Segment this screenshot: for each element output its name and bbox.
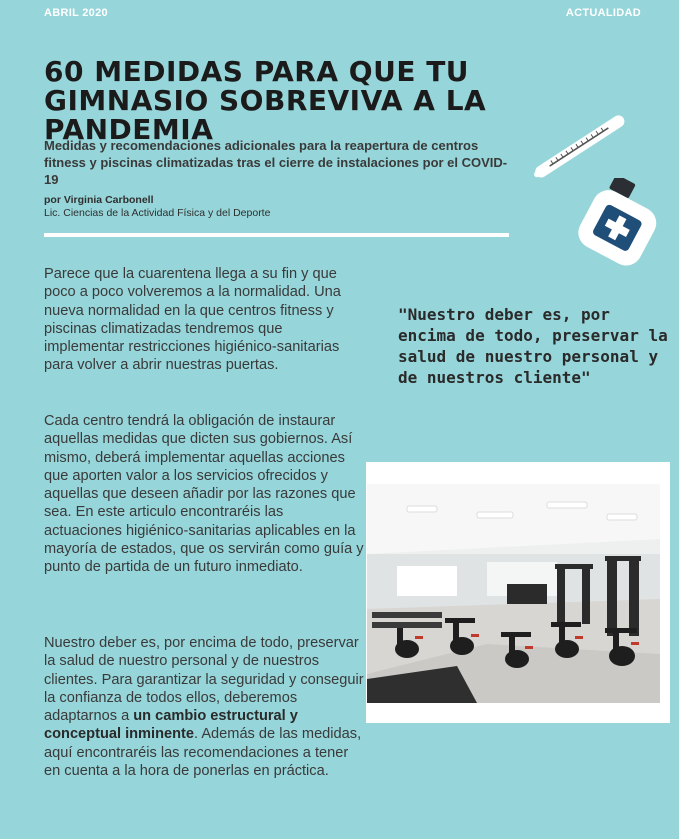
thermometer-icon xyxy=(524,108,634,186)
paragraph-duty-emphasis: un cambio estructural y conceptual inminente xyxy=(44,708,298,743)
author-name: por Virginia Carbonell xyxy=(44,194,154,206)
paragraph-duty xyxy=(44,634,364,780)
issue-date: ABRIL 2020 xyxy=(44,7,108,19)
paragraph-duty-text-a: Nuestro deber es, por encima de todo, preservar la salud de nuestro personal y de nuestros clientes. Para garantizar la seguridad y conseguir la confianza de todos ellos, deberemos adaptarnos a xyxy=(44,635,364,725)
paragraph-measures: Cada centro tendrá la obligación de instaurar aquellas medidas que dicten sus gobiernos. Así mismo, deberá implementar aquellas acciones que aporten valor a los servicios ofrecidos y aquellas que deseen añadir por las razones que sea. En este articulo encontraréis las actuaciones higiénico-sanitarias aplicables en la mayoría de estados, que os servirán como guía y punto de partida de un futuro inmediato. xyxy=(44,413,364,576)
article-title: 60 MEDIDAS PARA QUE TU GIMNASIO SOBREVIVA A LA PANDEMIA xyxy=(44,55,487,146)
author-credential: Lic. Ciencias de la Actividad Física y del Deporte xyxy=(44,207,271,219)
pull-quote: "Nuestro deber es, por encima de todo, preservar la salud de nuestro personal y de nuestros cliente" xyxy=(398,305,668,387)
section-label: ACTUALIDAD xyxy=(565,7,641,19)
paragraph-intro: Parece que la cuarentena llega a su fin y que poco a poco volveremos a la normalidad. Una nueva normalidad en la que centros fitness y piscinas climatizadas tendremos que implementar restricciones higiénico-sanitarias para volver a abrir nuestras puertas. xyxy=(44,266,341,374)
article-subtitle: Medidas y recomendaciones adicionales para la reapertura de centros fitness y piscinas climatizadas tras el cierre de instalaciones por el COVID-19 xyxy=(44,138,508,187)
gym-interior-image xyxy=(367,484,660,703)
title-divider xyxy=(44,233,509,237)
sanitizer-bottle-icon xyxy=(570,178,679,270)
paragraph-duty-text-b: . Además de las medidas, aquí encontraréis las recomendaciones a tener en cuenta a la hora de ponerlas en práctica. xyxy=(44,726,362,780)
gym-photo xyxy=(367,484,660,703)
top-bar xyxy=(0,0,679,20)
